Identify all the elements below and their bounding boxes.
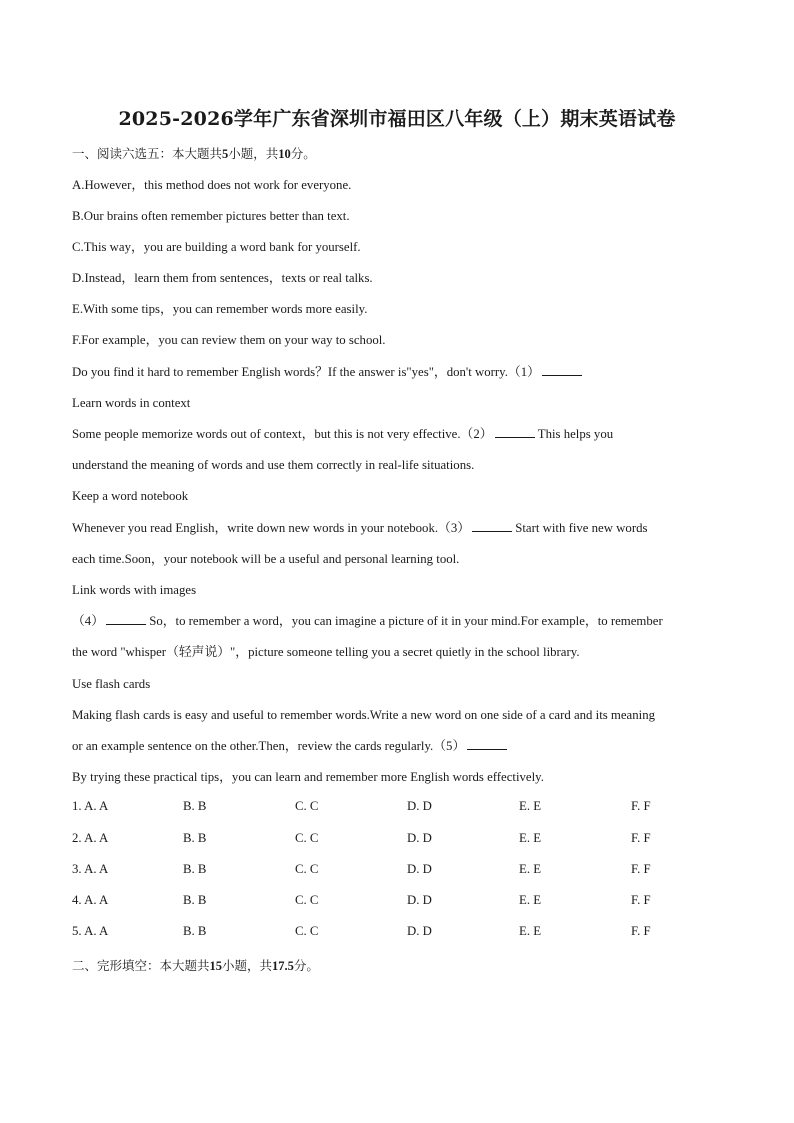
answer-row-1 (72, 799, 732, 817)
blank-1 (542, 363, 582, 376)
answer-row-2 (72, 831, 732, 849)
choice-d[interactable]: D. D (407, 924, 432, 938)
choice-d[interactable]: D. D (407, 831, 432, 845)
choice-a[interactable]: 1. A. A (72, 799, 109, 813)
paragraph-3-line-2: the word "whisper（轻声说）"，picture someone telling you a secret quietly in the school library. (72, 645, 580, 659)
option-e-text: E.With some tips，you can remember words more easily. (72, 302, 368, 316)
choice-f[interactable]: F. F (631, 924, 651, 938)
choice-e[interactable]: E. E (519, 862, 542, 876)
choice-f[interactable]: F. F (631, 862, 651, 876)
blank-4 (106, 612, 146, 625)
option-d-text: D.Instead，learn them from sentences，texts or real talks. (72, 271, 373, 285)
choice-a[interactable]: 5. A. A (72, 924, 109, 938)
choice-f[interactable]: F. F (631, 799, 651, 813)
choice-c[interactable]: C. C (295, 862, 319, 876)
paragraph-2-line-1: Whenever you read English，write down new words in your notebook.（3） Start with five new words (72, 521, 648, 535)
heading-context: Learn words in context (72, 396, 191, 410)
option-f-text: F.For example，you can review them on your way to school. (72, 333, 386, 347)
choice-d[interactable]: D. D (407, 862, 432, 876)
choice-e[interactable]: E. E (519, 799, 542, 813)
choice-b[interactable]: B. B (183, 831, 207, 845)
answer-row-5 (72, 924, 732, 942)
heading-notebook: Keep a word notebook (72, 489, 189, 503)
paragraph-4-line-1: Making flash cards is easy and useful to remember words.Write a new word on one side of a card and its meaning (72, 708, 655, 722)
heading-flash-cards: Use flash cards (72, 677, 151, 691)
paragraph-1-line-1: Some people memorize words out of context，but this is not very effective.（2） This helps you (72, 427, 614, 441)
choice-b[interactable]: B. B (183, 862, 207, 876)
blank-2 (495, 425, 535, 438)
answer-row-3 (72, 862, 732, 880)
choice-b[interactable]: B. B (183, 799, 207, 813)
choice-d[interactable]: D. D (407, 893, 432, 907)
answer-row-4 (72, 893, 732, 911)
choice-a[interactable]: 4. A. A (72, 893, 109, 907)
choice-e[interactable]: E. E (519, 924, 542, 938)
choice-c[interactable]: C. C (295, 799, 319, 813)
option-c-text: C.This way，you are building a word bank for yourself. (72, 240, 361, 254)
passage-intro: Do you find it hard to remember English words？If the answer is"yes"，don't worry.（1） (72, 363, 732, 381)
choice-d[interactable]: D. D (407, 799, 432, 813)
section-1-header: 一、阅读六选五：本大题共5小题，共10分。 (72, 147, 316, 161)
choice-b[interactable]: B. B (183, 893, 207, 907)
option-b-text: B.Our brains often remember pictures better than text. (72, 209, 350, 223)
paragraph-4-line-2: or an example sentence on the other.Then，review the cards regularly.（5） (72, 737, 732, 755)
choice-e[interactable]: E. E (519, 831, 542, 845)
blank-3 (472, 519, 512, 532)
choice-a[interactable]: 2. A. A (72, 831, 109, 845)
paragraph-2-line-2: each time.Soon，your notebook will be a useful and personal learning tool. (72, 552, 460, 566)
passage-conclusion: By trying these practical tips，you can learn and remember more English words effectively. (72, 770, 544, 784)
choice-e[interactable]: E. E (519, 893, 542, 907)
choice-a[interactable]: 3. A. A (72, 862, 109, 876)
section-2-header: 二、完形填空：本大题共15小题，共17.5分。 (72, 959, 319, 973)
blank-5 (467, 737, 507, 750)
paragraph-3-line-1: （4） So，to remember a word，you can imagine a picture of it in your mind.For example，to remember (72, 614, 663, 628)
heading-images: Link words with images (72, 583, 197, 597)
choice-c[interactable]: C. C (295, 924, 319, 938)
choice-c[interactable]: C. C (295, 831, 319, 845)
paragraph-1-line-2: understand the meaning of words and use them correctly in real-life situations. (72, 458, 475, 472)
choice-f[interactable]: F. F (631, 831, 651, 845)
option-a-text: A.However，this method does not work for everyone. (72, 178, 352, 192)
exam-title: 2025-2026学年广东省深圳市福田区八年级（上）期末英语试卷 (118, 108, 676, 130)
choice-f[interactable]: F. F (631, 893, 651, 907)
choice-b[interactable]: B. B (183, 924, 207, 938)
choice-c[interactable]: C. C (295, 893, 319, 907)
